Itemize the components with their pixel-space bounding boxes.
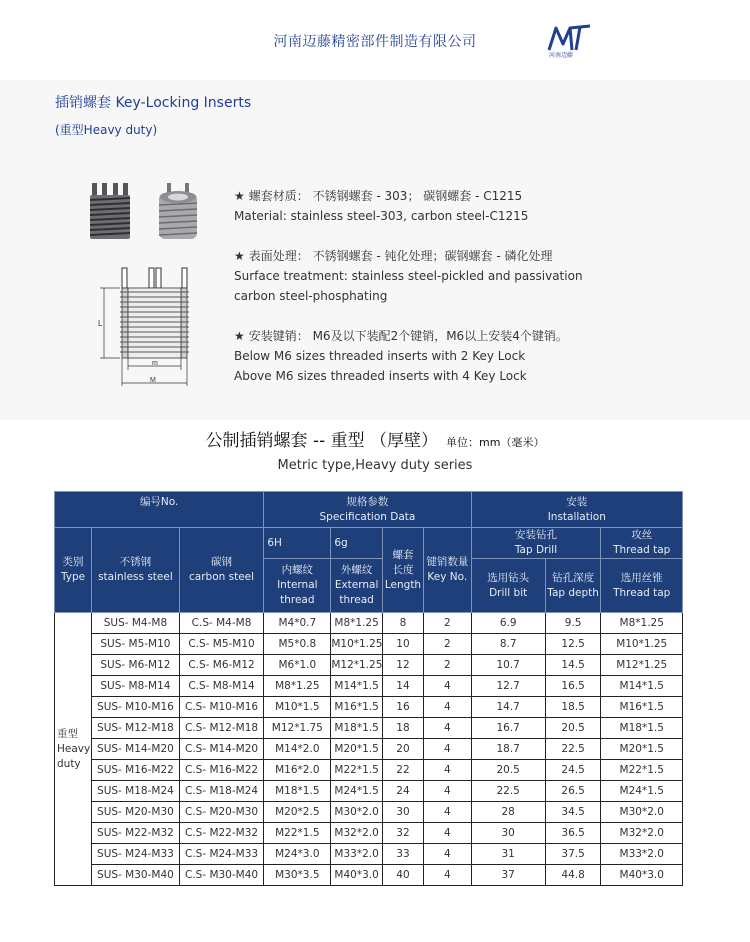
table-cell: M10*1.25 [601,634,683,655]
table-cell: 16.5 [545,676,601,697]
table-cell: 24 [382,781,423,802]
table-row [55,655,683,676]
table-cell: SUS- M16-M22 [92,760,180,781]
spec-surface-cn: ★ 表面处理： 不锈钢螺套 - 钝化处理；碳钢螺套 - 磷化处理 [234,249,553,263]
table-cell: M18*1.5 [601,718,683,739]
header-external-thread: 外螺纹 External thread [331,559,383,613]
table-cell: 12.7 [471,676,545,697]
table-row [55,613,683,634]
star-icon: ★ [234,189,245,203]
table-cell: 18.5 [545,697,601,718]
table-cell: M30*2.0 [601,802,683,823]
table-cell: 33 [382,844,423,865]
table-cell: M6*1.0 [264,655,331,676]
insert-photo-angle [157,183,199,241]
spec-table [54,491,683,886]
table-cell: M12*1.25 [331,655,383,676]
table-cell: M12*1.75 [264,718,331,739]
table-cell: 20.5 [545,718,601,739]
table-row [55,865,683,886]
table-cell: M20*1.5 [331,739,383,760]
table-cell: 14.7 [471,697,545,718]
table-cell: 4 [424,802,471,823]
table-cell: C.S- M8-M14 [179,676,264,697]
table-cell: M8*1.25 [264,676,331,697]
spec-keys-en2: Above M6 sizes threaded inserts with 4 Key Lock [234,369,527,383]
type-cell: 重型 Heavy duty [55,613,92,886]
logo-subtext: 河南迈藤 [549,52,574,59]
table-cell: 18.7 [471,739,545,760]
header-thread-tap-select: 选用丝锥 Thread tap [601,559,683,613]
unit-label: 单位：mm（毫米） [446,436,545,449]
table-title: 公制插销螺套 -- 重型 （厚壁） 单位：mm（毫米） [205,431,545,451]
table-cell: M18*1.5 [331,718,383,739]
table-cell: SUS- M24-M33 [92,844,180,865]
table-cell: 37 [471,865,545,886]
table-cell: 8.7 [471,634,545,655]
header-6g: 6g [331,528,383,559]
table-cell: 2 [424,613,471,634]
table-cell: M8*1.25 [331,613,383,634]
table-cell: M16*1.5 [601,697,683,718]
table-cell: 34.5 [545,802,601,823]
table-cell: 4 [424,718,471,739]
table-cell: C.S- M18-M24 [179,781,264,802]
table-cell: SUS- M10-M16 [92,697,180,718]
table-cell: 40 [382,865,423,886]
table-cell: M12*1.25 [601,655,683,676]
table-cell: C.S- M14-M20 [179,739,264,760]
table-cell: SUS- M4-M8 [92,613,180,634]
table-cell: M20*1.5 [601,739,683,760]
table-cell: M32*2.0 [331,823,383,844]
table-row [55,823,683,844]
table-cell: C.S- M24-M33 [179,844,264,865]
header-carbon: 碳钢 carbon steel [179,528,264,613]
table-row [55,844,683,865]
spec-material-cn: ★ 螺套材质： 不锈钢螺套 - 303； 碳钢螺套 - C1215 [234,189,523,203]
header-drill-bit: 选用钻头 Drill bit [471,559,545,613]
table-cell: 14.5 [545,655,601,676]
table-cell: M14*1.5 [331,676,383,697]
table-cell: M24*3.0 [264,844,331,865]
table-cell: 2 [424,634,471,655]
table-row [55,739,683,760]
table-cell: M24*1.5 [601,781,683,802]
table-cell: 30 [471,823,545,844]
star-icon: ★ [234,249,245,263]
table-row [55,697,683,718]
table-cell: 14 [382,676,423,697]
table-cell: 12 [382,655,423,676]
table-cell: 30 [382,802,423,823]
table-cell: 16.7 [471,718,545,739]
header-key-no: 键销数量 Key No. [424,528,471,613]
table-cell: SUS- M22-M32 [92,823,180,844]
table-cell: M40*3.0 [601,865,683,886]
table-cell: 2 [424,655,471,676]
table-cell: C.S- M16-M22 [179,760,264,781]
table-cell: 4 [424,844,471,865]
table-cell: 28 [471,802,545,823]
table-row [55,634,683,655]
header-code: 编号No. [55,492,264,528]
table-cell: 18 [382,718,423,739]
table-subtitle: Metric type,Heavy duty series [277,458,473,473]
table-cell: M20*2.5 [264,802,331,823]
company-name: 河南迈藤精密部件制造有限公司 [273,34,477,50]
header-type: 类别 Type [55,528,92,613]
label-m-small: m [152,360,158,367]
table-cell: 32 [382,823,423,844]
table-cell: 20 [382,739,423,760]
table-cell: M5*0.8 [264,634,331,655]
table-cell: 10 [382,634,423,655]
table-row [55,802,683,823]
table-cell: 4 [424,760,471,781]
table-cell: SUS- M14-M20 [92,739,180,760]
table-cell: 37.5 [545,844,601,865]
table-cell: 4 [424,739,471,760]
table-cell: SUS- M18-M24 [92,781,180,802]
table-cell: M24*1.5 [331,781,383,802]
table-row [55,718,683,739]
table-cell: M30*2.0 [331,802,383,823]
table-cell: 20.5 [471,760,545,781]
table-cell: 4 [424,781,471,802]
table-cell: 44.8 [545,865,601,886]
table-row [55,760,683,781]
header-tap-depth: 钻孔深度 Tap depth [545,559,601,613]
spec-keys-en1: Below M6 sizes threaded inserts with 2 Key Lock [234,349,526,363]
table-cell: M22*1.5 [264,823,331,844]
table-cell: 22.5 [545,739,601,760]
table-row [55,781,683,802]
table-cell: C.S- M10-M16 [179,697,264,718]
table-cell: SUS- M8-M14 [92,676,180,697]
spec-surface-en1: Surface treatment: stainless steel-pickled and passivation [234,269,583,283]
table-cell: 4 [424,697,471,718]
table-cell: M32*2.0 [601,823,683,844]
table-cell: SUS- M5-M10 [92,634,180,655]
table-cell: M33*2.0 [331,844,383,865]
table-cell: 24.5 [545,760,601,781]
table-cell: C.S- M5-M10 [179,634,264,655]
table-cell: C.S- M30-M40 [179,865,264,886]
spec-material-en: Material: stainless steel-303, carbon steel-C1215 [234,209,529,223]
header-install: 安装 Installation [471,492,682,528]
header-thread-tap: 攻丝 Thread tap [601,528,683,559]
table-cell: M30*3.5 [264,865,331,886]
table-cell: 8 [382,613,423,634]
table-cell: C.S- M22-M32 [179,823,264,844]
header-stainless: 不锈钢 stainless steel [92,528,180,613]
table-cell: 12.5 [545,634,601,655]
table-cell: C.S- M20-M30 [179,802,264,823]
table-cell: 9.5 [545,613,601,634]
header-internal-thread: 内螺纹 Internal thread [264,559,331,613]
table-cell: SUS- M30-M40 [92,865,180,886]
table-cell: M22*1.5 [601,760,683,781]
table-row [55,676,683,697]
table-cell: 4 [424,823,471,844]
label-m-big: M [150,377,156,384]
product-subtitle: (重型Heavy duty) [55,123,158,137]
header-6h: 6H [264,528,331,559]
header-tap-drill: 安装钻孔 Tap Drill [471,528,601,559]
table-cell: 16 [382,697,423,718]
table-cell: SUS- M6-M12 [92,655,180,676]
table-cell: 22.5 [471,781,545,802]
insert-drawing [82,266,206,391]
table-cell: C.S- M6-M12 [179,655,264,676]
table-cell: C.S- M12-M18 [179,718,264,739]
table-cell: M4*0.7 [264,613,331,634]
table-cell: 4 [424,865,471,886]
table-cell: 4 [424,676,471,697]
label-l: L [98,319,103,328]
table-cell: 26.5 [545,781,601,802]
table-cell: C.S- M4-M8 [179,613,264,634]
product-title: 插销螺套 Key-Locking Inserts [55,95,252,111]
table-cell: M14*2.0 [264,739,331,760]
table-cell: M10*1.5 [264,697,331,718]
table-cell: 10.7 [471,655,545,676]
table-cell: M33*2.0 [601,844,683,865]
table-cell: M40*3.0 [331,865,383,886]
table-cell: SUS- M12-M18 [92,718,180,739]
table-cell: 36.5 [545,823,601,844]
table-cell: M22*1.5 [331,760,383,781]
table-cell: M10*1.25 [331,634,383,655]
table-cell: M14*1.5 [601,676,683,697]
table-cell: M18*1.5 [264,781,331,802]
table-cell: 31 [471,844,545,865]
insert-photo-side [88,183,132,241]
spec-keys-cn: ★ 安装键销： M6及以下装配2个键销，M6以上安装4个键销。 [234,329,568,343]
table-cell: M16*1.5 [331,697,383,718]
star-icon: ★ [234,329,245,343]
spec-surface-en2: carbon steel-phosphating [234,289,388,303]
table-cell: 22 [382,760,423,781]
header-length: 螺套 长度 Length [382,528,423,613]
table-cell: M8*1.25 [601,613,683,634]
table-cell: M16*2.0 [264,760,331,781]
table-cell: 6.9 [471,613,545,634]
table-cell: SUS- M20-M30 [92,802,180,823]
header-spec: 规格参数 Specification Data [264,492,471,528]
